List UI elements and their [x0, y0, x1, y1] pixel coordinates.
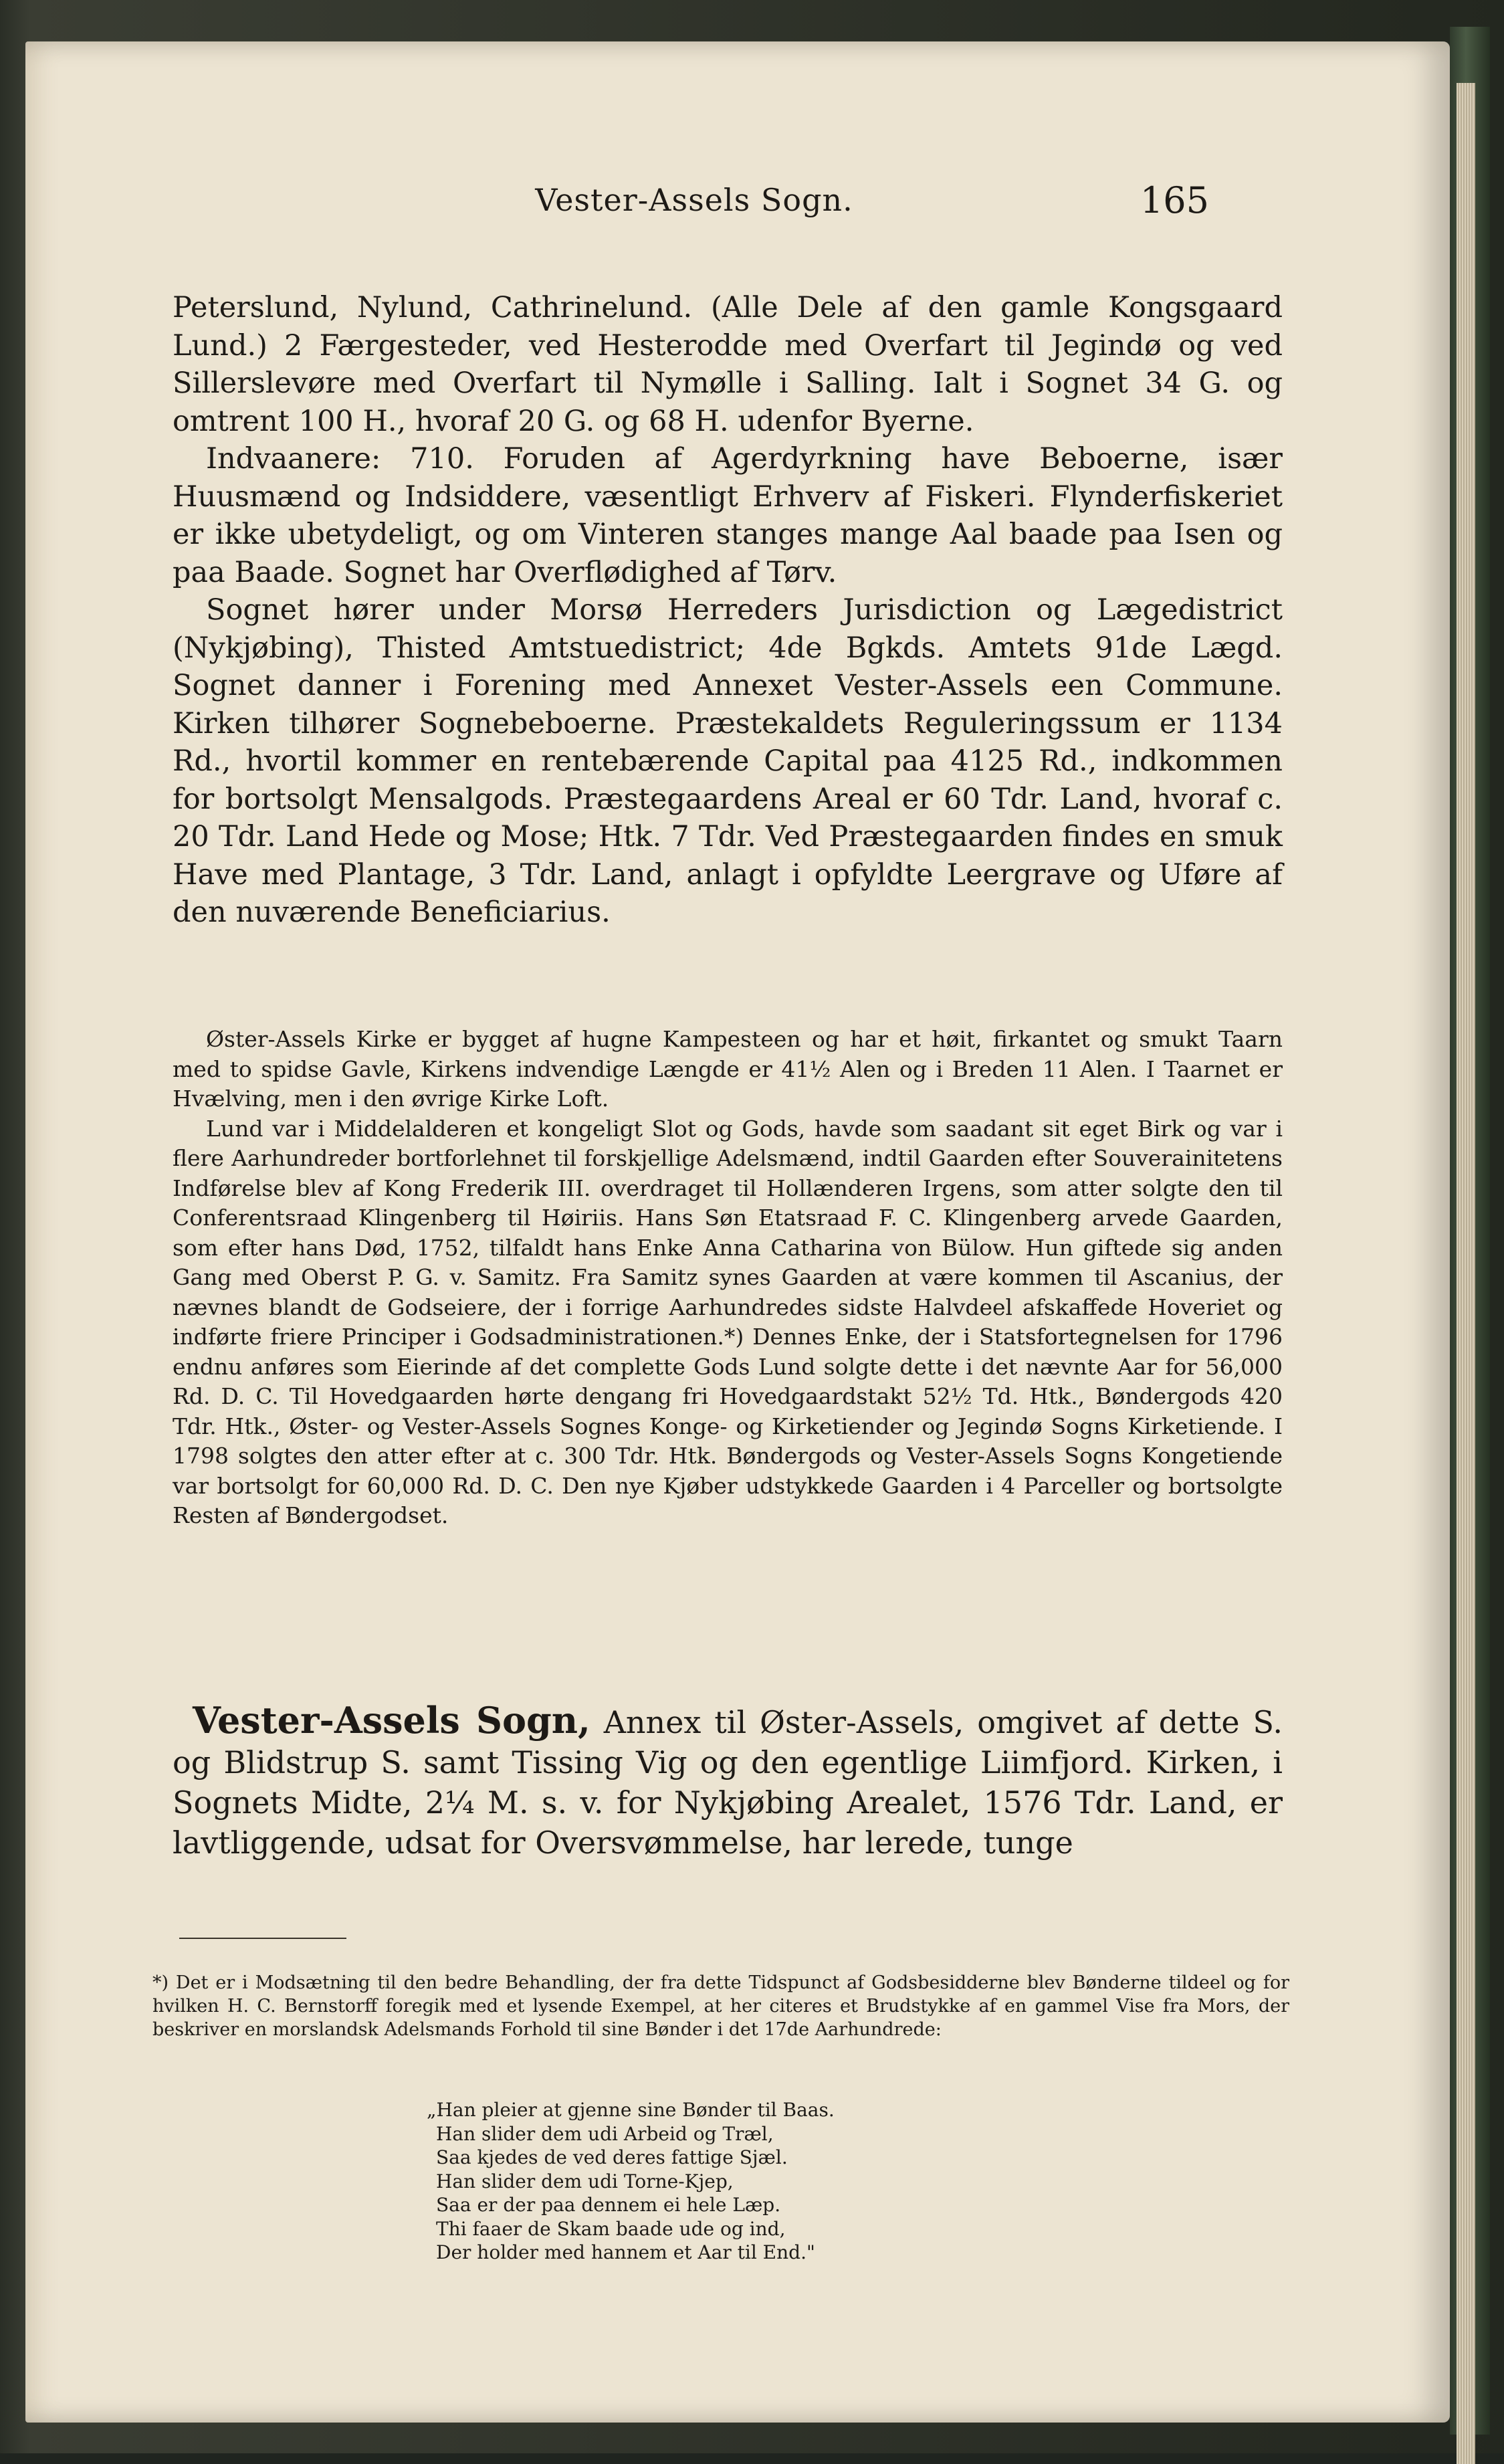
poem-line: Thi faaer de Skam baade ude og ind, — [436, 2217, 786, 2240]
poem-line: Saa er der paa dennem ei hele Læp. — [436, 2194, 781, 2216]
running-title: Vester-Assels Sogn. — [535, 182, 853, 218]
page — [25, 41, 1450, 2423]
paragraph: Indvaanere: 710. Foruden af Agerdyrkning have Beboerne, især Huusmænd og Indsiddere, væsentligt Erhverv af Fiskeri. Flynderfiskeriet er ikke ubetydeligt, og om Vinteren stanges mange Aal baade paa Isen og paa Baade. Sognet har Overflødighed af Tørv. — [173, 442, 1283, 589]
footnote-text: *) Det er i Modsætning til den bedre Behandling, der fra dette Tidspunct af Godsbesidderne blev Bønderne tildeel og for hvilken H. C. Bernstorff foregik med et lysende Exempel, at her citeres et Brudstykke af en gammel Vise fra Mors, der beskriver en morslandsk Adelsmands Forhold til sine Bønder i det 17de Aarhundrede: — [152, 1972, 1289, 2040]
poem — [427, 2098, 835, 2265]
main-text — [173, 289, 1283, 932]
poem-line: Han slider dem udi Torne-Kjep, — [436, 2170, 734, 2192]
poem-line: Der holder med hannem et Aar til End." — [436, 2241, 815, 2263]
footnote — [152, 1971, 1289, 2041]
page-header — [25, 179, 1450, 229]
paragraph: Sognet hører under Morsø Herreders Jurisdiction og Lægedistrict (Nykjøbing), Thisted Amtstuedistrict; 4de Bgkds. Amtets 91de Lægd. Sognet danner i Forening med Annexet Vester-Assels een Commune. Kirken tilhører Sognebeboerne. Præstekaldets Reguleringssum er 1134 Rd., hvortil kommer en rentebærende Capital paa 4125 Rd., indkommen for bortsolgt Mensalgods. Præstegaardens Areal er 60 Tdr. Land, hvoraf c. 20 Tdr. Land Hede og Mose; Htk. 7 Tdr. Ved Præstegaarden findes en smuk Have med Plantage, 3 Tdr. Land, anlagt i opfyldte Leergrave og Uføre af den nuværende Beneficiarius. — [173, 593, 1283, 929]
section-paragraph — [173, 1700, 1283, 1863]
small-paragraph: Lund var i Middelalderen et kongeligt Slot og Gods, havde som saadant sit eget Birk og var i flere Aarhundreder bortforlehnet til forskjellige Adelsmænd, indtil Gaarden efter Souverainitetens Indførelse blev af Kong Frederik III. overdraget til Hollænderen Irgens, som atter solgte den til Conferentsraad Klingenberg til Høiriis. Hans Søn Etatsraad F. C. Klingenberg arvede Gaarden, som efter hans Død, 1752, tilfaldt hans Enke Anna Catharina von Bülow. Hun giftede sig anden Gang med Oberst P. G. v. Samitz. Fra Samitz synes Gaarden at være kommen til Ascanius, der nævnes blandt de Godseiere, der i forrige Aarhundredes sidste Halvdeel afskaffede Hoveriet og indførte friere Principer i Godsadministrationen.*) Dennes Enke, der i Statsfortegnelsen for 1796 endnu anføres som Eierinde af det complette Gods Lund solgte dette i det nævnte Aar for 56,000 Rd. D. C. Til Hovedgaarden hørte dengang fri Hovedgaardstakt 52½ Td. Htk., Bøndergods 420 Tdr. Htk., Øster- og Vester-Assels Sognes Konge- og Kirketiender og Jegindø Sogns Kirketiende. I 1798 solgtes den atter efter at c. 300 Tdr. Htk. Bøndergods og Vester-Assels Sogns Kongetiende var bortsolgt for 60,000 Rd. D. C. Den nye Kjøber udstykkede Gaarden i 4 Parceller og bortsolgte Resten af Bøndergodset. — [173, 1115, 1283, 1528]
poem-line: Han slider dem udi Arbeid og Træl, — [436, 2122, 774, 2145]
poem-line: Saa kjedes de ved deres fattige Sjæl. — [436, 2146, 788, 2168]
section-heading: Vester-Assels Sogn, — [193, 1699, 590, 1742]
poem-line: „Han pleier at gjenne sine Bønder til Baas. — [427, 2099, 835, 2121]
small-paragraph: Øster-Assels Kirke er bygget af hugne Kampesteen og har et høit, firkantet og smukt Taarn med to spidse Gavle, Kirkens indvendige Længde er 41½ Alen og i Breden 11 Alen. I Taarnet er Hvælving, men i den øvrige Kirke Loft. — [173, 1026, 1283, 1112]
page-number: 165 — [1140, 179, 1209, 221]
page-edge — [1457, 83, 1475, 2464]
parish-section — [173, 1700, 1283, 1863]
paragraph: Peterslund, Nylund, Cathrinelund. (Alle Dele af den gamle Kongsgaard Lund.) 2 Færgesteder, ved Hesterodde med Overfart til Jegindø og ved Sillerslevøre med Overfart til Nymølle i Salling. Ialt i Sognet 34 G. og omtrent 100 H., hvoraf 20 G. og 68 H. udenfor Byerne. — [173, 291, 1283, 438]
footnote-rule — [179, 1938, 346, 1939]
section-text: Annex til Øster-Assels, omgivet af dette S. og Blidstrup S. samt Tissing Vig og den egentlige Liimfjord. Kirken, i Sognets Midte, 2¼ M. s. v. for Nykjøbing Arealet, 1576 Tdr. Land, er lavtliggende, udsat for Oversvømmelse, har lerede, tunge — [173, 1704, 1283, 1861]
history-note — [173, 1025, 1283, 1531]
